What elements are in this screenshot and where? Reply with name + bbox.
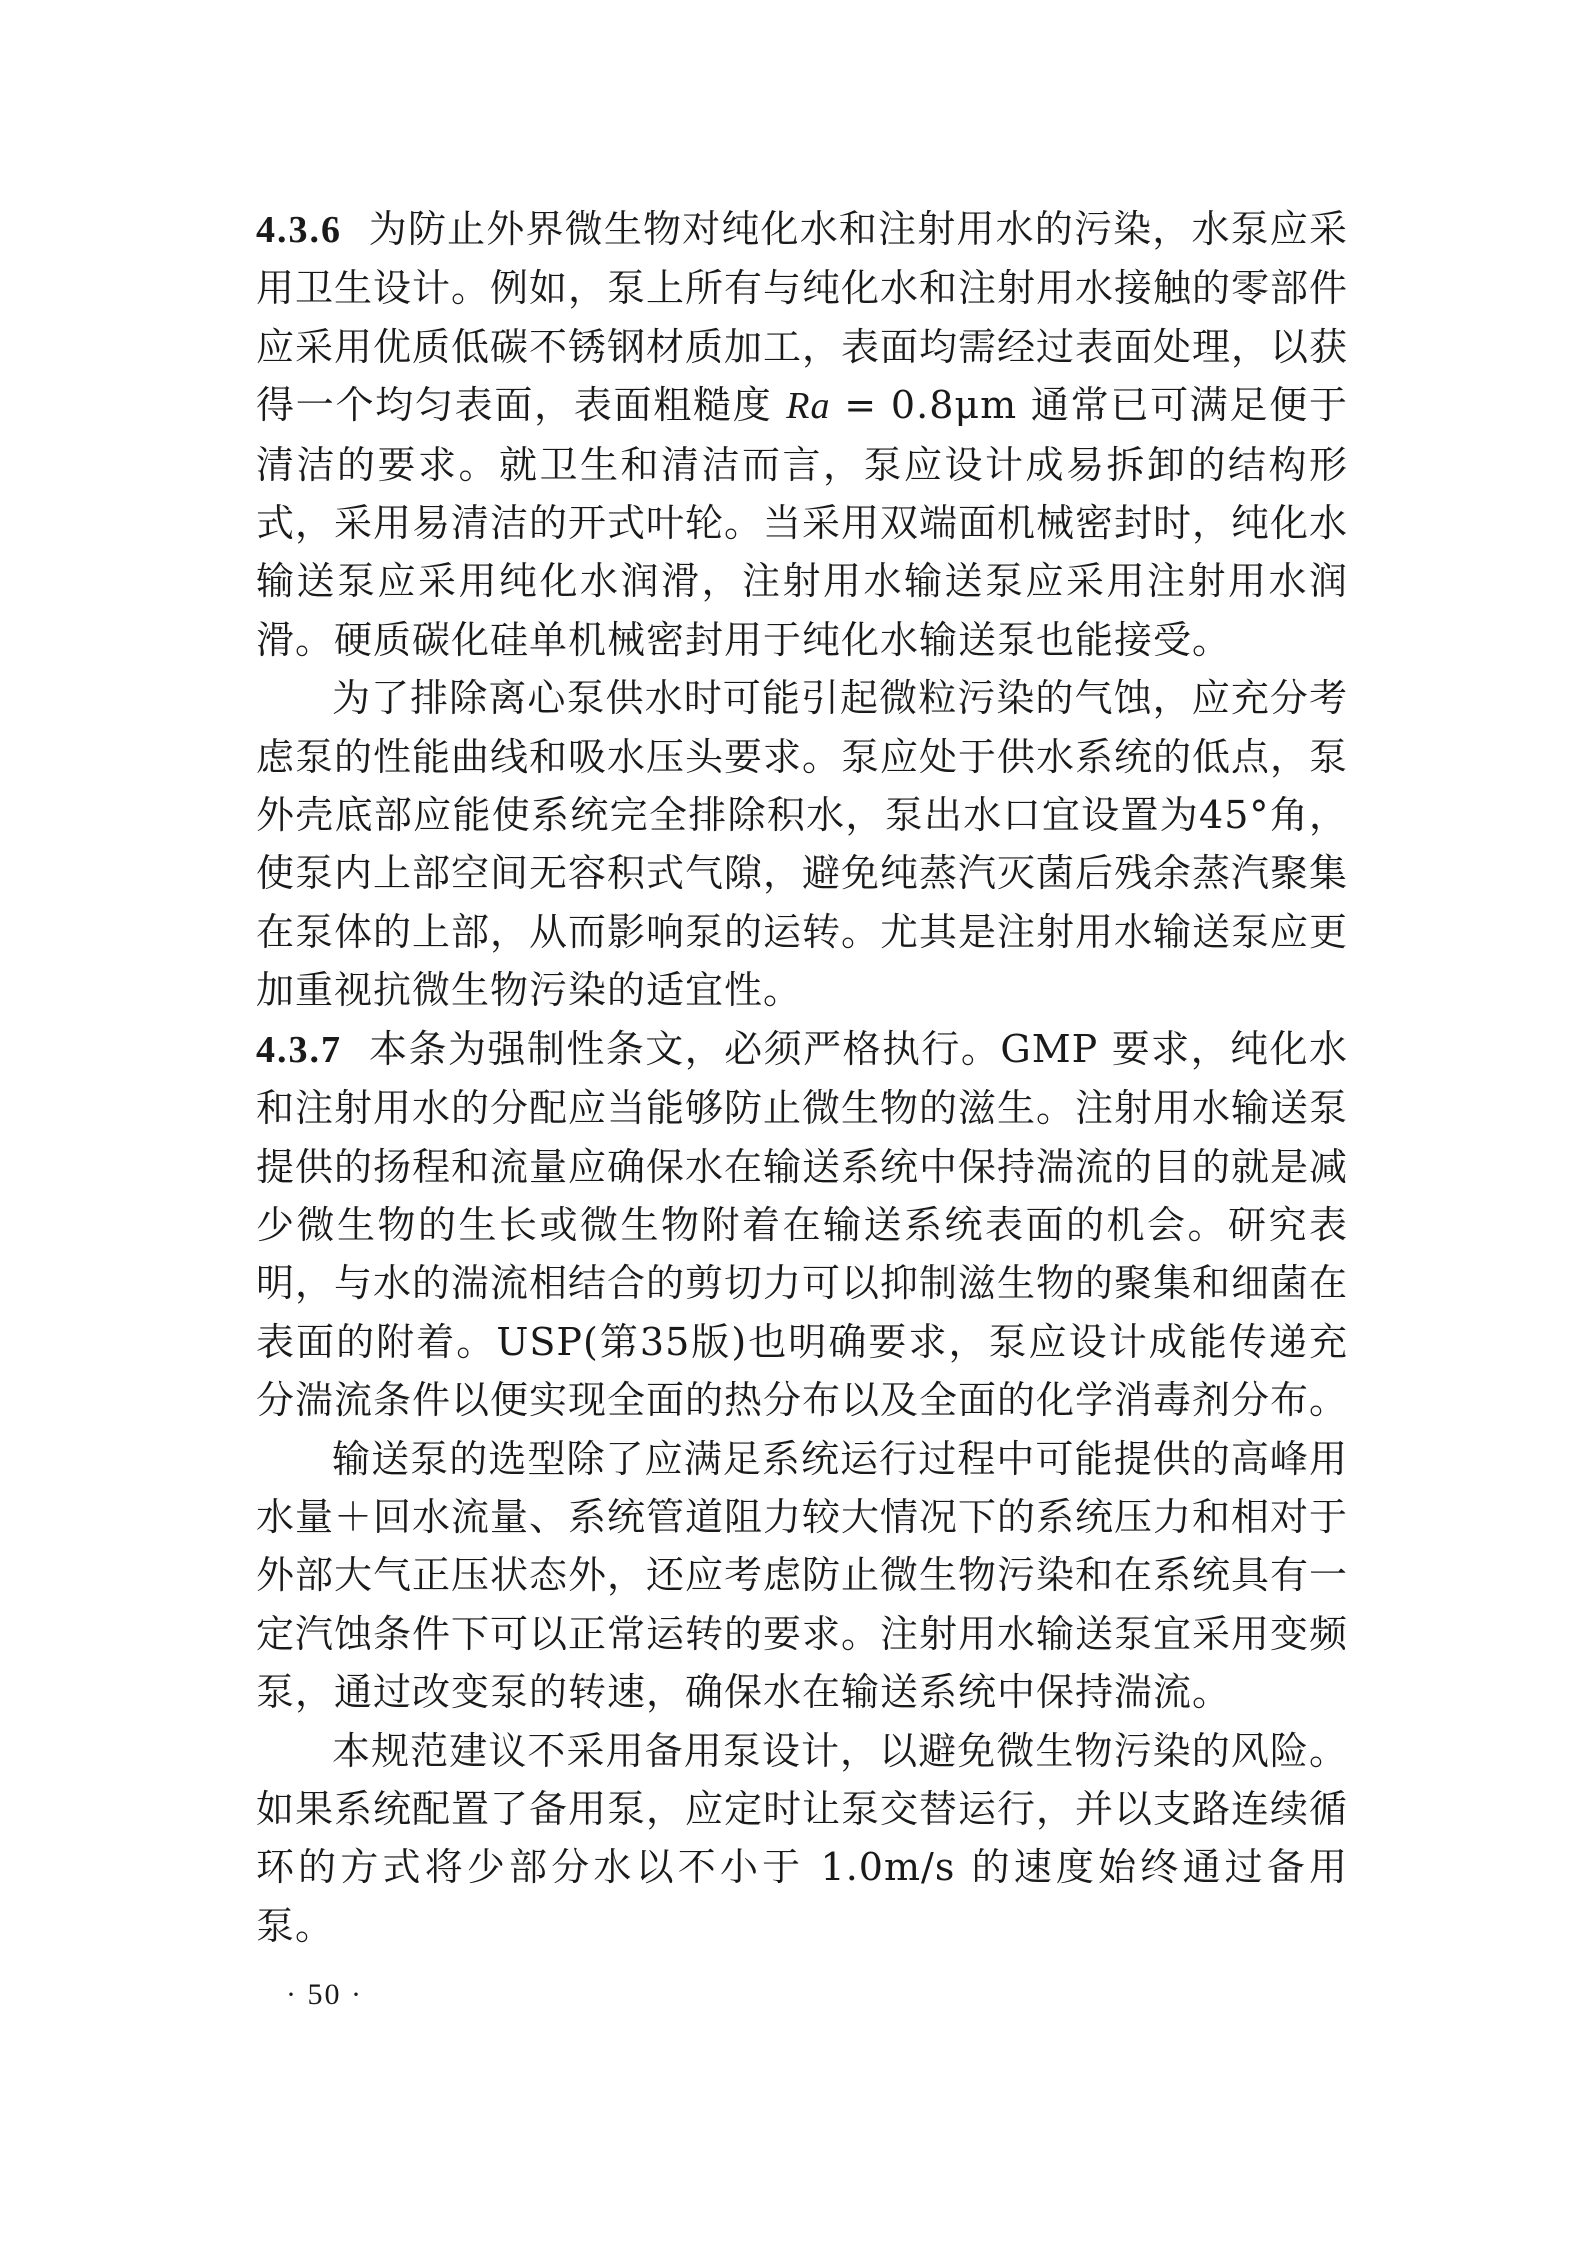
page-number: · 50 · bbox=[286, 1978, 363, 2011]
paragraph: 输送泵的选型除了应满足系统运行过程中可能提供的高峰用水量＋回水流量、系统管道阻力较大情况下的系统压力和相对于外部大气正压状态外，还应考虑防止微生物污染和在系统具有一定汽蚀条件下可以正常运转的要求。注射用水输送泵宜采用变频泵，通过改变泵的转速，确保水在输送系统中保持湍流。 bbox=[256, 1436, 1349, 1715]
clause-number: 4.3.6 bbox=[256, 209, 342, 251]
section-4-3-7 bbox=[256, 1020, 1348, 1956]
document-body bbox=[256, 200, 1348, 1955]
paragraph: 为了排除离心泵供水时可能引起微粒污染的气蚀，应充分考虑泵的性能曲线和吸水压头要求。泵应处于供水系统的低点，泵外壳底部应能使系统完全排除积水，泵出水口宜设置为45°角，使泵内上部空间无容积式气隙，避免纯蒸汽灭菌后残余蒸汽聚集在泵体的上部，从而影响泵的运转。尤其是注射用水输送泵应更加重视抗微生物污染的适宜性。 bbox=[256, 676, 1349, 1013]
roughness-symbol: Ra bbox=[786, 385, 831, 428]
section-4-3-6 bbox=[256, 200, 1348, 1020]
clause-number: 4.3.7 bbox=[256, 1028, 342, 1071]
paragraph-text: = 0.8μm 通常已可满足便于清洁的要求。就卫生和清洁而言，泵应设计成易拆卸的结构形式，采用易清洁的开式叶轮。当采用双端面机械密封时，纯化水输送泵应采用纯化水润滑，注射用水输送泵应采用注射用水润滑。硬质碳化硅单机械密封用于纯化水输送泵也能接受。 bbox=[256, 383, 1349, 662]
paragraph bbox=[256, 200, 1348, 669]
paragraph-text: 为防止外界微生物对纯化水和注射用水的污染，水泵应采用卫生设计。例如，泵上所有与纯化水和注射用水接触的零部件应采用优质低碳不锈钢材质加工，表面均需经过表面处理，以获得一个均匀表面，表面粗糙度 bbox=[256, 207, 1349, 428]
paragraph-text: 本条为强制性条文，必须严格执行。GMP 要求，纯化水和注射用水的分配应当能够防止微生物的滋生。注射用水输送泵提供的扬程和流量应确保水在输送系统中保持湍流的目的就是减少微生物的生长或微生物附着在输送系统表面的机会。研究表明，与水的湍流相结合的剪切力可以抑制滋生物的聚集和细菌在表面的附着。USP(第35版)也明确要求，泵应设计成能传递充分湍流条件以便实现全面的热分布以及全面的化学消毒剂分布。 bbox=[256, 1026, 1349, 1423]
paragraph: 本规范建议不采用备用泵设计，以避免微生物污染的风险。如果系统配置了备用泵，应定时让泵交替运行，并以支路连续循环的方式将少部分水以不小于 1.0m/s 的速度始终通过备用泵。 bbox=[256, 1728, 1349, 1948]
paragraph bbox=[256, 1020, 1348, 1430]
